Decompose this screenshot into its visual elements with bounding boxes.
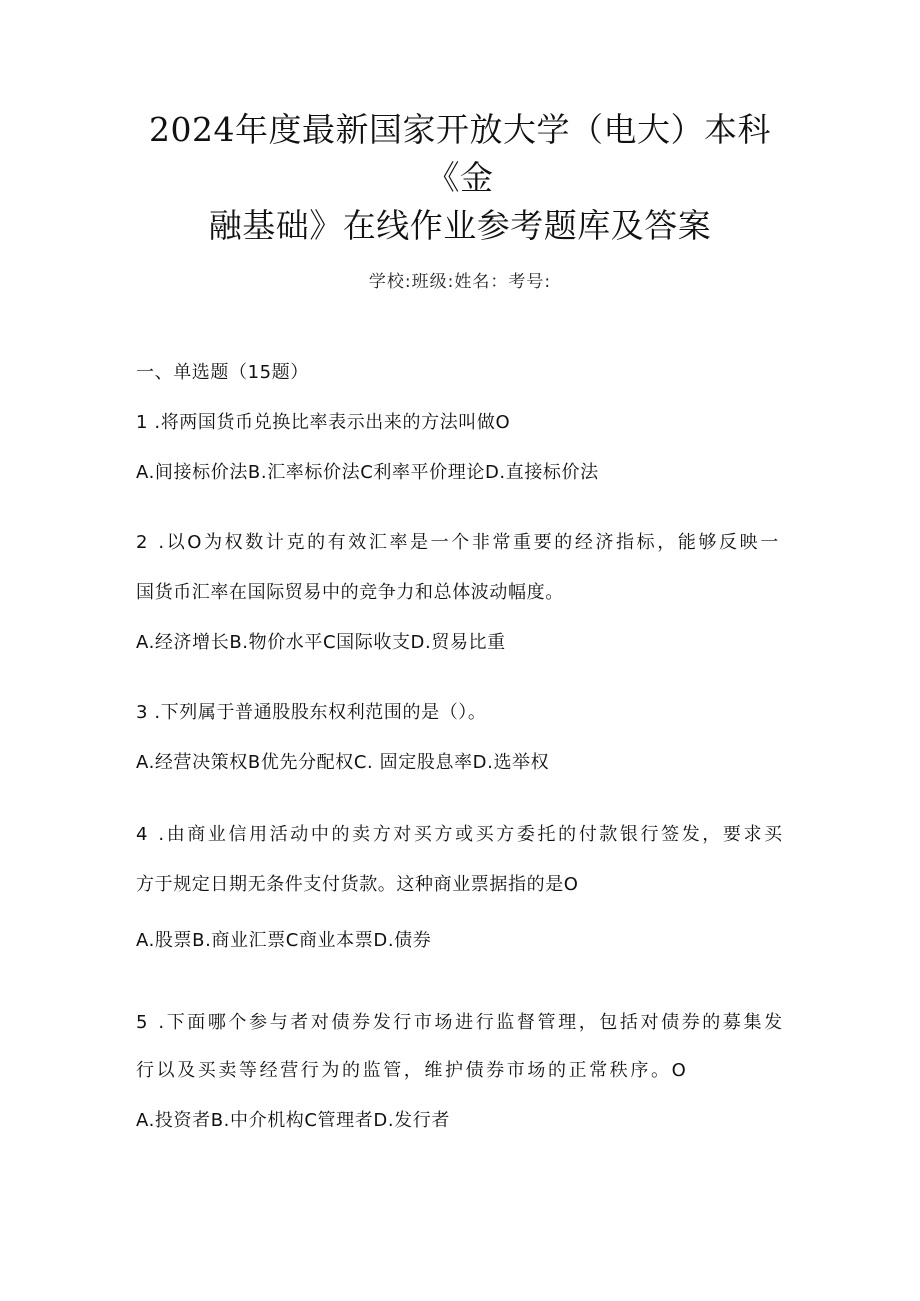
question-5-text-line-1: 5 .下面哪个参与者对债券发行市场进行监督管理，包括对债券的募集发: [136, 1012, 785, 1033]
question-2-text-line-1: 2 .以O为权数计克的有效汇率是一个非常重要的经济指标，能够反映一: [136, 532, 781, 553]
question-3-text: 3 .下列属于普通股股东权利范围的是（）。: [136, 702, 487, 723]
question-4-text-line-1: 4 .由商业信用活动中的卖方对买方或买方委托的付款银行签发，要求买: [136, 824, 785, 845]
question-5-text-line-2: 行以及买卖等经营行为的监管，维护债券市场的正常秩序。O: [136, 1060, 689, 1081]
question-2-options: A.经济增长B.物价水平C国际收支D.贸易比重: [136, 632, 506, 653]
student-info-line: 学校:班级:姓名：考号:: [368, 272, 552, 292]
question-4-text-line-2: 方于规定日期无条件支付货款。这种商业票据指的是O: [136, 874, 579, 895]
question-2-text-line-2: 国货币汇率在国际贸易中的竞争力和总体波动幅度。: [136, 582, 564, 603]
document-title-line-1: 2024年度最新国家开放大学（电大）本科: [149, 110, 771, 149]
question-4-options: A.股票B.商业汇票C商业本票D.债券: [136, 930, 432, 951]
section-heading: 一、单选题（15题）: [136, 362, 309, 383]
question-3-options: A.经营决策权B优先分配权C. 固定股息率D.选举权: [136, 752, 550, 773]
document-title-line-2: 《金: [426, 158, 494, 197]
question-1-text: 1 .将两国货币兑换比率表示出来的方法叫做O: [136, 412, 511, 433]
document-title-line-3: 融基础》在线作业参考题库及答案: [208, 206, 712, 245]
question-5-options: A.投资者B.中介机构C管理者D.发行者: [136, 1110, 450, 1131]
question-1-options: A.间接标价法B.汇率标价法C利率平价理论D.直接标价法: [136, 462, 599, 483]
